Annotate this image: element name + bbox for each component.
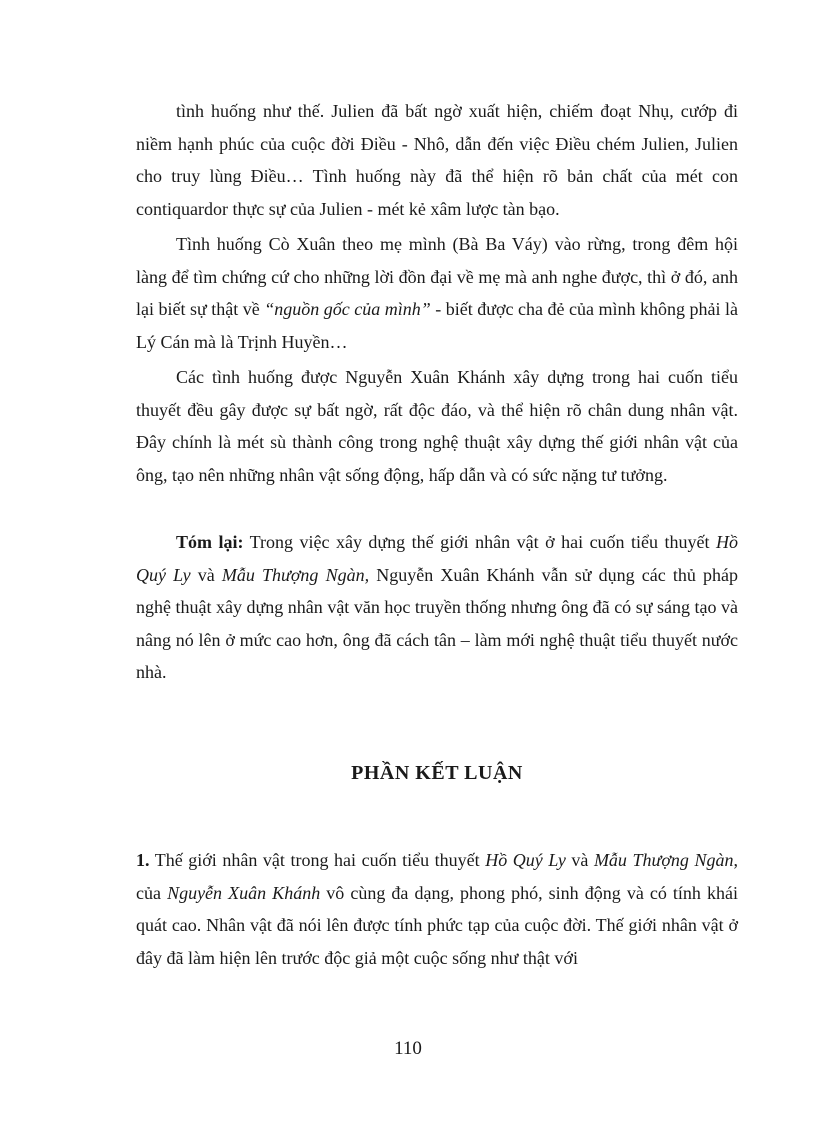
paragraph-summary [136, 526, 738, 689]
paragraph-text: Tình huống Cò Xuân theo mẹ mình (Bà Ba Váy) vào rừng, trong đêm hội làng để tìm chứng cứ cho những lời đồn đại về mẹ mà anh nghe được, thì ở đó, anh lại biết sự thật về [136, 234, 738, 319]
paragraph-text: Thế giới nhân vật trong hai cuốn tiểu thuyết [149, 850, 486, 870]
paragraph-text: Nguyễn Xuân Khánh vẫn sử dụng các thủ pháp nghệ thuật xây dựng nhân vật văn học truyền thống nhưng ông đã có sự sáng tạo và nâng nó lên ở mức cao hơn, ông đã cách tân – làm mới nghệ thuật tiểu thuyết nước nhà. [136, 564, 738, 682]
paragraph-text: tình huống như thế. Julien đã bất ngờ xuất hiện, chiếm đoạt Nhụ, cướp đi niềm hạnh phúc của cuộc đời Điều - Nhô, dẫn đến việc Điều chém Julien, Julien cho truy lùng Điều… Tình huống này đã thể hiện rõ bản chất của mét con contiquardor thực sự của Julien - mét kẻ xâm lược tàn bạo. [136, 101, 738, 219]
book-title: Hồ Quý Ly [485, 850, 566, 870]
book-title: Mẫu Thượng Ngàn, [221, 564, 370, 585]
paragraph-text: và [190, 564, 222, 585]
item-number: 1. [136, 850, 150, 870]
book-title: Hồ Quý Ly [136, 532, 738, 585]
book-title: Mẫu Thượng Ngàn [593, 850, 734, 870]
summary-lead: Tóm lại: [176, 532, 244, 552]
paragraph-text: Trong việc xây dựng thế giới nhân vật ở hai cuốn tiểu thuyết [243, 532, 716, 552]
section-heading: PHẦN KẾT LUẬN [351, 762, 523, 784]
paragraph-situations [136, 361, 738, 491]
paragraph-continuation [136, 95, 738, 225]
author-name: Nguyễn Xuân Khánh [167, 882, 321, 903]
page-number: 110 [394, 1038, 422, 1059]
paragraph-text: Các tình huống được Nguyễn Xuân Khánh xây dựng trong hai cuốn tiểu thuyết đều gây được sự bất ngờ, rất độc đáo, và thể hiện rõ chân dung nhân vật. Đây chính là mét sù thành công trong nghệ thuật xây dựng thế giới nhân vật của ông, tạo nên những nhân vật sống động, hấp dẫn và có sức nặng tư tưởng. [136, 367, 738, 485]
paragraph-conclusion-1 [136, 844, 738, 974]
paragraph-text: - biết được cha đẻ của mình không phải là Lý Cán mà là Trịnh Huyền… [136, 299, 738, 352]
paragraph-text: , của [136, 850, 738, 903]
paragraph-text: vô cùng đa dạng, phong phó, sinh động và có tính khái quát cao. Nhân vật đã nói lên được tính phức tạp của cuộc đời. Thế giới nhân vật ở đây đã làm hiện lên trước độc giả một cuộc sống như thật với [136, 882, 738, 968]
paragraph-text: và [565, 850, 594, 870]
quoted-phrase: “nguồn gốc của mình” [264, 299, 431, 319]
paragraph-co-xuan [136, 228, 738, 358]
